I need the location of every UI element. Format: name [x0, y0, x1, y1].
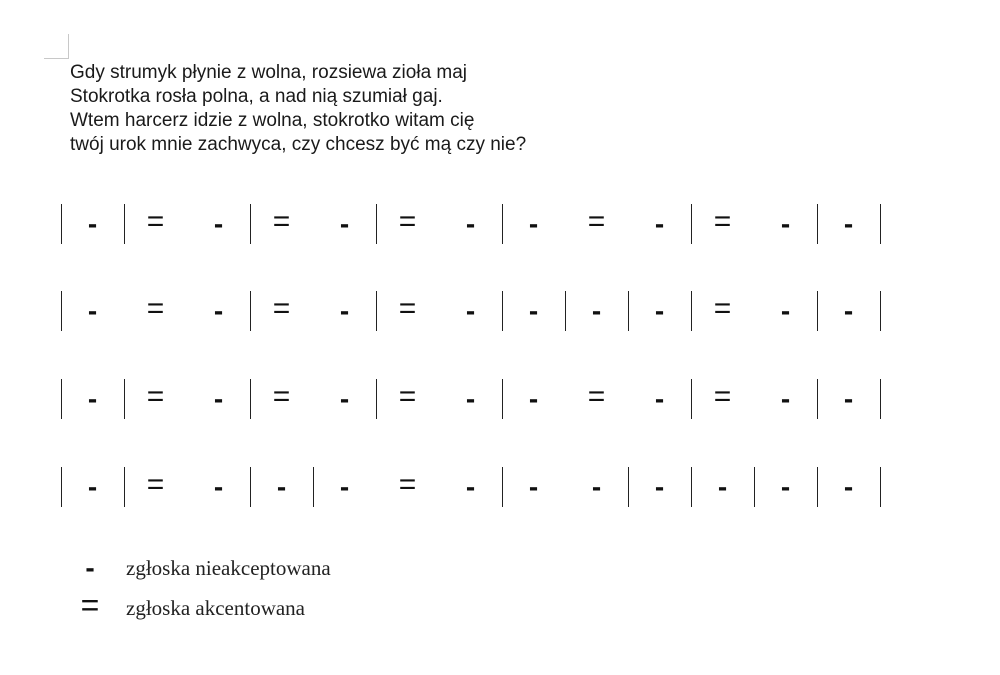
- unstressed-syllable: -: [465, 383, 476, 414]
- stressed-syllable: =: [587, 205, 606, 238]
- unstressed-syllable: -: [528, 208, 539, 239]
- bar-line: [61, 291, 62, 331]
- bar-line: [376, 291, 377, 331]
- stressed-syllable: =: [398, 205, 417, 238]
- unstressed-syllable: -: [339, 383, 350, 414]
- bar-line: [817, 204, 818, 244]
- unstressed-syllable: -: [780, 383, 791, 414]
- bar-line: [61, 204, 62, 244]
- bar-line: [880, 379, 881, 419]
- bar-line: [880, 467, 881, 507]
- stressed-syllable: =: [587, 380, 606, 413]
- bar-line: [250, 291, 251, 331]
- bar-line: [250, 379, 251, 419]
- bar-line: [691, 379, 692, 419]
- stressed-syllable: =: [713, 205, 732, 238]
- stressed-symbol: =: [80, 587, 100, 623]
- rhythm-row: [0, 379, 1000, 419]
- bar-line: [502, 204, 503, 244]
- unstressed-syllable: -: [87, 208, 98, 239]
- stressed-syllable: =: [146, 292, 165, 325]
- stressed-syllable: =: [272, 380, 291, 413]
- bar-line: [817, 467, 818, 507]
- unstressed-syllable: -: [843, 471, 854, 502]
- stressed-syllable: =: [398, 468, 417, 501]
- unstressed-syllable: -: [339, 295, 350, 326]
- legend-label-stressed: zgłoska akcentowana: [126, 596, 306, 620]
- bar-line: [691, 291, 692, 331]
- unstressed-syllable: -: [213, 383, 224, 414]
- unstressed-syllable: -: [87, 295, 98, 326]
- bar-line: [880, 204, 881, 244]
- legend-label-unstressed: zgłoska nieakceptowana: [126, 556, 331, 580]
- bar-line: [628, 291, 629, 331]
- unstressed-syllable: -: [654, 383, 665, 414]
- unstressed-syllable: -: [843, 208, 854, 239]
- bar-line: [691, 467, 692, 507]
- bar-line: [502, 379, 503, 419]
- unstressed-syllable: -: [213, 208, 224, 239]
- unstressed-syllable: -: [465, 208, 476, 239]
- bar-line: [691, 204, 692, 244]
- unstressed-syllable: -: [591, 295, 602, 326]
- bar-line: [502, 467, 503, 507]
- rhythm-row: [0, 467, 1000, 507]
- unstressed-syllable: -: [654, 208, 665, 239]
- poem-line-2: Stokrotka rosła polna, a nad nią szumiał gaj.: [70, 86, 443, 107]
- stressed-syllable: =: [272, 205, 291, 238]
- unstressed-syllable: -: [780, 295, 791, 326]
- unstressed-syllable: -: [654, 295, 665, 326]
- bar-line: [124, 467, 125, 507]
- stressed-syllable: =: [398, 292, 417, 325]
- bar-line: [61, 467, 62, 507]
- bar-line: [628, 467, 629, 507]
- stressed-syllable: =: [713, 292, 732, 325]
- unstressed-syllable: -: [276, 471, 287, 502]
- bar-line: [124, 379, 125, 419]
- unstressed-syllable: -: [528, 383, 539, 414]
- unstressed-syllable: -: [528, 471, 539, 502]
- bar-line: [376, 204, 377, 244]
- bar-line: [124, 204, 125, 244]
- bar-line: [376, 379, 377, 419]
- unstressed-syllable: -: [843, 295, 854, 326]
- unstressed-syllable: -: [780, 208, 791, 239]
- unstressed-syllable: -: [87, 471, 98, 502]
- unstressed-syllable: -: [843, 383, 854, 414]
- unstressed-syllable: -: [591, 471, 602, 502]
- bar-line: [565, 291, 566, 331]
- bar-line: [880, 291, 881, 331]
- unstressed-syllable: -: [717, 471, 728, 502]
- unstressed-syllable: -: [213, 471, 224, 502]
- stressed-syllable: =: [146, 205, 165, 238]
- stressed-syllable: =: [398, 380, 417, 413]
- unstressed-symbol: -: [85, 552, 95, 583]
- unstressed-syllable: -: [654, 471, 665, 502]
- bar-line: [754, 467, 755, 507]
- stressed-syllable: =: [146, 380, 165, 413]
- bar-line: [61, 379, 62, 419]
- bar-line: [817, 291, 818, 331]
- unstressed-syllable: -: [339, 208, 350, 239]
- poem-line-4: twój urok mnie zachwyca, czy chcesz być mą czy nie?: [70, 134, 527, 155]
- unstressed-syllable: -: [213, 295, 224, 326]
- unstressed-syllable: -: [465, 471, 476, 502]
- bar-line: [817, 379, 818, 419]
- bar-line: [313, 467, 314, 507]
- stressed-syllable: =: [146, 468, 165, 501]
- bar-line: [502, 291, 503, 331]
- rhythm-row: [0, 204, 1000, 244]
- unstressed-syllable: -: [465, 295, 476, 326]
- rhythm-row: [0, 291, 1000, 331]
- stressed-syllable: =: [713, 380, 732, 413]
- bar-line: [250, 204, 251, 244]
- stressed-syllable: =: [272, 292, 291, 325]
- unstressed-syllable: -: [780, 471, 791, 502]
- poem-line-1: Gdy strumyk płynie z wolna, rozsiewa zioła maj: [70, 62, 468, 83]
- unstressed-syllable: -: [87, 383, 98, 414]
- poem-line-3: Wtem harcerz idzie z wolna, stokrotko witam cię: [70, 110, 475, 131]
- unstressed-syllable: -: [528, 295, 539, 326]
- bar-line: [250, 467, 251, 507]
- unstressed-syllable: -: [339, 471, 350, 502]
